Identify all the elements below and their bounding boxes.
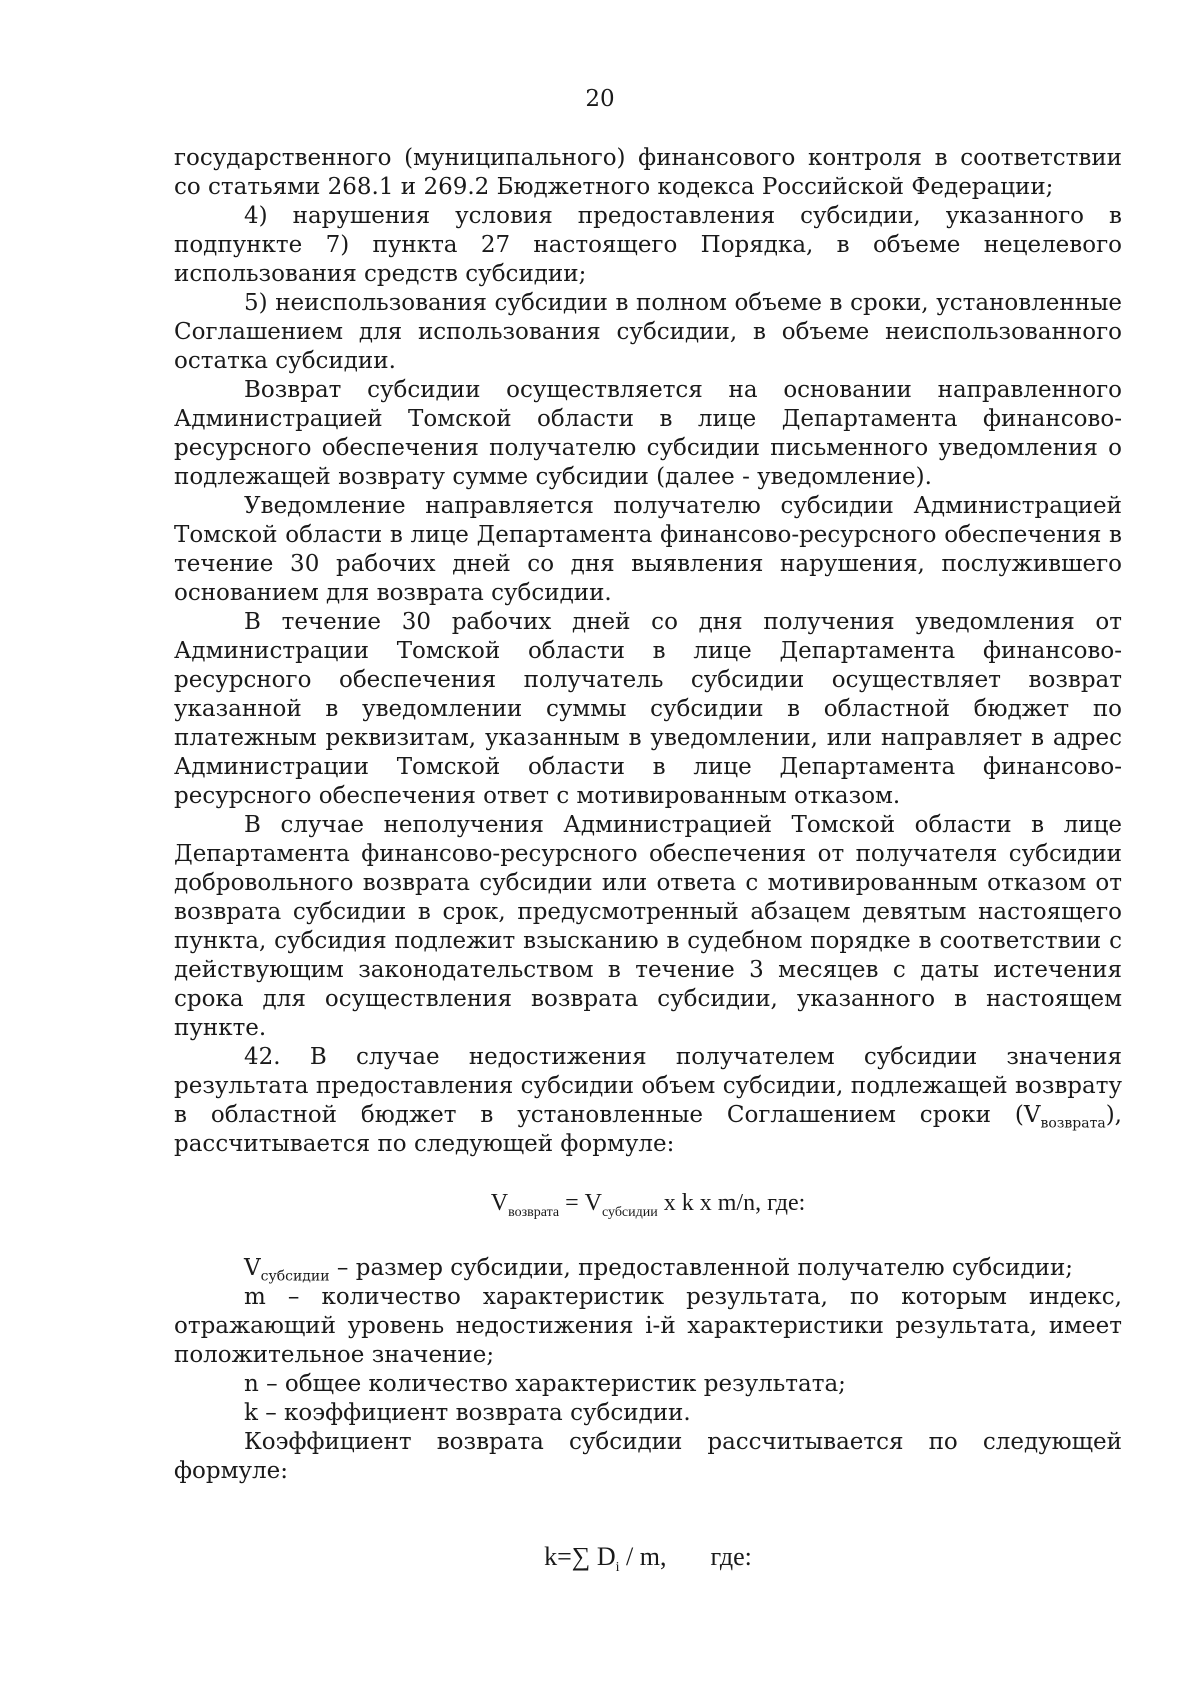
formula-equals: = V <box>559 1190 602 1216</box>
formula-variable: V <box>490 1190 509 1216</box>
paragraph-42-text-end: ), рассчитывается по следующей формуле: <box>174 1102 1122 1157</box>
paragraph: 5) неиспользования субсидии в полном объеме в сроки, установленные Соглашением для использования субсидии, в объеме неиспользованного остатка субсидии. <box>174 290 1122 374</box>
formula-rest: x k x m/n, где: <box>657 1190 806 1216</box>
paragraph: 4) нарушения условия предоставления субсидии, указанного в подпункте 7) пункта 27 настоящего Порядка, в объеме нецелевого использования средств субсидии; <box>174 203 1122 287</box>
paragraph-42-text: 42. В случае недостижения получателем субсидии значения результата предоставления субсидии объем субсидии, подлежащей возврату в областной бюджет в установленные Соглашением сроки (V <box>174 1044 1122 1128</box>
definition: Коэффициент возврата субсидии рассчитывается по следующей формуле: <box>174 1429 1122 1484</box>
formula-subscript: субсидии <box>601 1204 658 1220</box>
formula-gde: где: <box>710 1542 752 1571</box>
paragraph: Возврат субсидии осуществляется на основании направленного Администрацией Томской области в лице Департамента финансово-ресурсного обеспечения получателю субсидии письменного уведомления о подлежащей возврату сумме субсидии (далее - уведомление). <box>174 377 1122 490</box>
paragraph: Уведомление направляется получателю субсидии Администрацией Томской области в лице Департамента финансово-ресурсного обеспечения в течение 30 рабочих дней со дня выявления нарушения, послужившего основанием для возврата субсидии. <box>174 493 1122 606</box>
page-number: 20 <box>585 86 615 112</box>
definition: m – количество характеристик результата, по которым индекс, отражающий уровень недостижения i-й характеристики результата, имеет положительное значение; <box>174 1284 1122 1368</box>
formula-subscript: возврата <box>508 1204 560 1220</box>
document-body <box>174 144 1122 1576</box>
coefficient-formula <box>174 1542 1122 1576</box>
paragraph: В течение 30 рабочих дней со дня получения уведомления от Администрации Томской области в лице Департамента финансово-ресурсного обеспечения получатель субсидии осуществляет возврат указанной в уведомлении суммы субсидии в областной бюджет по платежным реквизитам, указанным в уведомлении, или направляет в адрес Администрации Томской области в лице Департамента финансово-ресурсного обеспечения ответ с мотивированным отказом. <box>174 609 1122 809</box>
definition-text: – размер субсидии, предоставленной получателю субсидии; <box>329 1255 1074 1281</box>
paragraph-42 <box>174 1043 1122 1159</box>
definition-subscript: субсидии <box>260 1268 330 1285</box>
formula-subscript: i <box>615 1560 620 1576</box>
definition: k – коэффициент возврата субсидии. <box>244 1400 691 1426</box>
formula-sum: k=∑ D <box>544 1542 616 1571</box>
paragraph: государственного (муниципального) финансового контроля в соответствии со статьями 268.1 и 269.2 Бюджетного кодекса Российской Федерации; <box>174 145 1122 200</box>
definition <box>174 1254 1122 1283</box>
subscript: возврата <box>1040 1115 1106 1132</box>
definition: n – общее количество характеристик результата; <box>244 1371 846 1397</box>
paragraph: В случае неполучения Администрацией Томской области в лице Департамента финансово-ресурсного обеспечения от получателя субсидии добровольного возврата субсидии или ответа с мотивированным отказом от возврата субсидии в срок, предусмотренный абзацем девятым настоящего пункта, субсидия подлежит взысканию в судебном порядке в соответствии с действующим законодательством в течение 3 месяцев с даты истечения срока для осуществления возврата субсидии, указанного в настоящем пункте. <box>174 812 1122 1041</box>
formula-divide: / m, <box>619 1542 667 1571</box>
definition-variable: V <box>244 1255 261 1281</box>
return-volume-formula <box>174 1189 1122 1218</box>
